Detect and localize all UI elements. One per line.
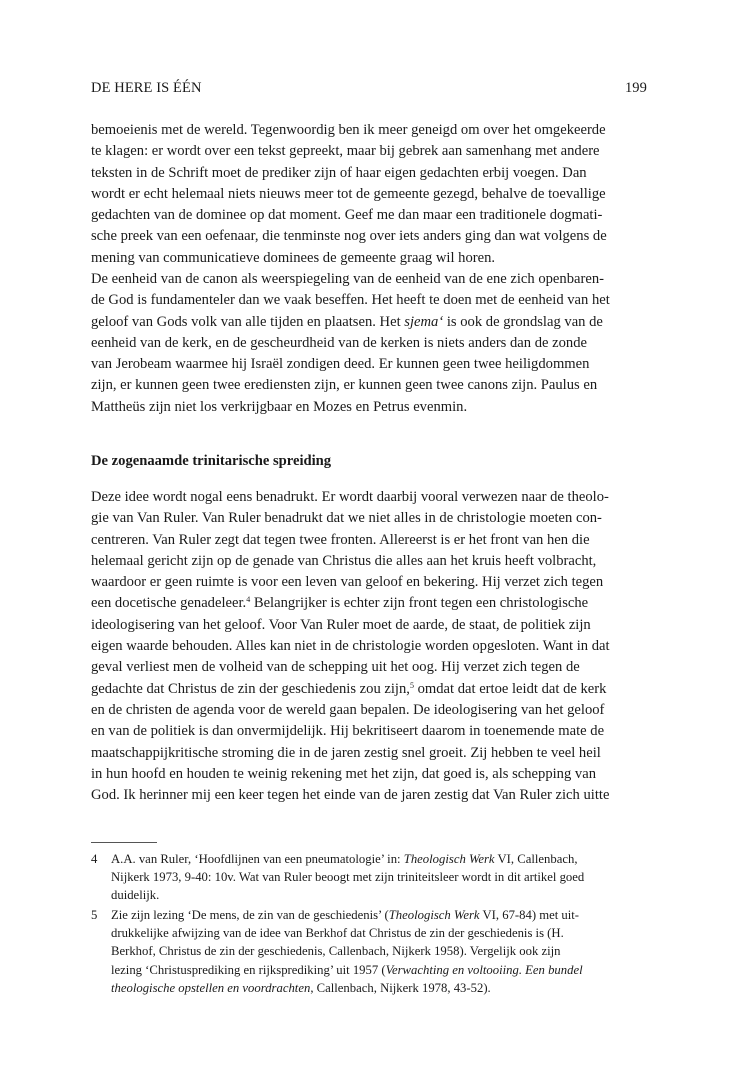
text-line: de God is fundamenteler dan we vaak beseffen. Het heeft te doen met de eenheid van het bbox=[91, 292, 610, 309]
text-line: geloof van Gods volk van alle tijden en plaatsen. Het sjema‘ is ook de grondslag van de bbox=[91, 313, 603, 330]
section-heading: De zogenaamde trinitarische spreiding bbox=[91, 453, 332, 469]
text-line: centreren. Van Ruler zegt dat tegen twee fronten. Allereerst is er het front van hen die bbox=[91, 531, 590, 548]
text-line: drukkelijke afwijzing van de idee van Berkhof dat Christus de zin der geschiedenis is (H. bbox=[111, 926, 564, 941]
footnote-number: 4 bbox=[91, 852, 98, 866]
text-line: Mattheüs zijn niet los verkrijgbaar en Mozes en Petrus evenmin. bbox=[91, 398, 468, 415]
text-line: Nijkerk 1973, 9-40: 10v. Wat van Ruler beoogt met zijn triniteitsleer wordt in dit artikel goed bbox=[111, 870, 585, 885]
text-line: en de christen de agenda voor de wereld gaan bepalen. De ideologisering van het geloof bbox=[91, 701, 605, 718]
paragraph-3 bbox=[91, 487, 646, 806]
footnote-ref-5[interactable]: 5 bbox=[409, 680, 414, 690]
running-title: DE HERE IS ÉÉN bbox=[91, 80, 202, 96]
text-line: eigen waarde behouden. Alles kan niet in de christologie worden opgesloten. Want in dat bbox=[91, 638, 610, 655]
text-line: gedachte dat Christus de zin der geschiedenis zou zijn,$^5$ omdat dat ertoe leidt dat de kerk bbox=[91, 680, 607, 697]
text-line: zijn, er kunnen geen twee erediensten zijn, er kunnen geen twee canons zijn. Paulus en bbox=[91, 377, 598, 394]
text-line: God. Ik herinner mij een keer tegen het einde van de jaren zestig dat Van Ruler zich uitte bbox=[91, 787, 610, 804]
text-line: waardoor er geen ruimte is voor een leven van geloof en bekering. Hij verzet zich tegen bbox=[91, 574, 604, 591]
text-line: theologische opstellen en voordrachten, Callenbach, Nijkerk 1978, 43-52). bbox=[111, 980, 491, 995]
page-number: 199 bbox=[624, 80, 647, 96]
text-line: bemoeienis met de wereld. Tegenwoordig ben ik meer geneigd om over het omgekeerde bbox=[91, 122, 606, 138]
text-line: gie van Van Ruler. Van Ruler benadrukt dat we niet alles in de christologie moeten con- bbox=[91, 510, 602, 527]
text-line: mening van communicatieve dominees de gemeente graag wil horen. bbox=[91, 249, 496, 266]
text-line: maatschappijkritische stroming die in de jaren zestig snel groeit. Zij hebben te veel heil bbox=[91, 744, 601, 761]
text-line: te klagen: er wordt over een tekst gepreekt, maar bij gebrek aan samenhang met andere bbox=[91, 143, 600, 160]
text-line: lezing ‘Christusprediking en rijksprediking’ uit 1957 (Verwachting en voltooiing. Een bundel bbox=[111, 962, 583, 977]
text-line: en van de politiek is dan onvermijdelijk. Hij bekritiseert daarom in toenemende mate de bbox=[91, 723, 605, 740]
text-line: geval verliest men de volheid van de schepping uit het oog. Hij verzet zich tegen de bbox=[91, 659, 580, 676]
footnote-number: 5 bbox=[91, 908, 98, 922]
text-line: De eenheid van de canon als weerspiegeling van de eenheid van de ene zich openbaren- bbox=[91, 271, 604, 287]
text-line: gedachten van de dominee op dat moment. Geef me dan maar een traditionele dogmati- bbox=[91, 207, 603, 224]
text-line: een docetische genadeleer.$^4$ Belangrijker is echter zijn front tegen een christologische bbox=[91, 595, 589, 612]
footnote-ref-4[interactable]: 4 bbox=[246, 595, 251, 605]
text-line: wordt er echt helemaal niets nieuws meer tot de gemeente gezegd, behalve de toevallige bbox=[91, 185, 606, 202]
text-line: teksten in de Schrift moet de prediker zijn of haar eigen gedachten erbij voegen. Dan bbox=[91, 164, 587, 181]
sjema-italic: sjema‘ bbox=[404, 313, 444, 330]
text-line: ideologisering van het geloof. Voor Van Ruler moet de aarde, de staat, de politiek zijn bbox=[91, 616, 591, 633]
text-line: Berkhof, Christus de zin der geschiedenis, Callenbach, Nijkerk 1958). Vergelijk ook zijn bbox=[111, 944, 561, 959]
paragraph-1 bbox=[91, 120, 646, 269]
text-line: A.A. van Ruler, ‘Hoofdlijnen van een pneumatologie’ in: Theologisch Werk VI, Callenbach, bbox=[111, 852, 578, 866]
running-header bbox=[91, 80, 647, 97]
text-line: Deze idee wordt nogal eens benadrukt. Er wordt daarbij vooral verwezen naar de theolo- bbox=[91, 489, 609, 505]
text-line: eenheid van de kerk, en de gescheurdheid van de kerken is niets anders dan de zonde bbox=[91, 334, 587, 351]
text-line: sche preek van een oefenaar, die tenminste nog over iets anders ging dan wat volgens de bbox=[91, 228, 607, 245]
text-line: Zie zijn lezing ‘De mens, de zin van de geschiedenis’ (Theologisch Werk VI, 67-84) met uit- bbox=[111, 908, 580, 922]
footnote-5 bbox=[91, 906, 646, 997]
text-line: duidelijk. bbox=[111, 888, 160, 903]
footnote-text bbox=[111, 850, 646, 905]
footnote-separator bbox=[91, 842, 157, 843]
paragraph-2 bbox=[91, 269, 646, 418]
text-line: helemaal gericht zijn op de genade van Christus die alles aan het kruis heeft volbracht, bbox=[91, 552, 597, 569]
text-line: van Jerobeam waarmee hij Israël zondigen deed. Er kunnen geen twee heiligdommen bbox=[91, 356, 590, 373]
text-line: in hun hoofd en houden te weinig rekening met het zijn, dat goed is, als schepping van bbox=[91, 765, 596, 782]
footnote-4 bbox=[91, 850, 646, 905]
footnote-text bbox=[111, 906, 646, 997]
